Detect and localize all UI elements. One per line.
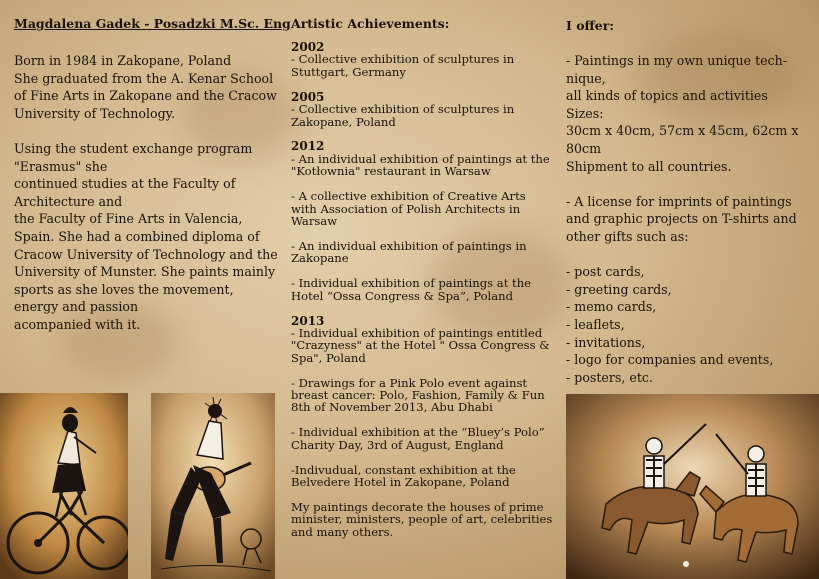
achievement-item (291, 501, 553, 538)
achievement-item (291, 277, 553, 302)
achievement-text: - A collective exhibition of Creative Arts with Association of Polish Architects in Warsaw (291, 189, 526, 228)
achievement-item (291, 240, 553, 265)
achievement-year: 2002 (291, 40, 325, 54)
achievement-item (291, 41, 553, 78)
offer-title: I offer: (566, 18, 614, 33)
polo-players-painting (566, 394, 819, 579)
cyclist-painting (0, 393, 128, 579)
offer-text: - Paintings in my own unique tech-nique, all kinds of topics and activities Sizes: 30cm x 40cm, 57cm x 45cm, 62cm x 80cm Shipment to all countries. - A license for imprints of paintings and graphic projects on T-shirts and other gifts such as: - post cards, - greeting cards, - memo cards, - leaflets, - invitations, - logo for companies and events, - posters, etc. (566, 53, 799, 385)
artist-bio-text: Born in 1984 in Zakopane, Poland She graduated from the A. Kenar School of Fine Arts in Zakopane and the Cracow University of Technology. Using the student exchange program "Erasmus" she continued studies at the Faculty of Architecture and the Faculty of Fine Arts in Valencia, Spain. She had a combined diploma of Cracow University of Technology and the University of Munster. She paints mainly sports as she loves the movement, energy and passion acompanied with it. (14, 53, 278, 332)
achievement-item (291, 140, 553, 177)
achievement-item (291, 315, 553, 365)
achievement-year: 2013 (291, 313, 325, 328)
achievements-list (291, 41, 553, 551)
achievement-text: -Indivudual, constant exhibition at the Belvedere Hotel in Zakopane, Poland (291, 462, 516, 490)
achievement-item (291, 426, 553, 451)
achievement-item (291, 377, 553, 414)
achievement-text: - An individual exhibition of paintings in Zakopane (291, 238, 527, 266)
achievement-item (291, 91, 553, 128)
achievement-text: - Drawings for a Pink Polo event against breast cancer: Polo, Fashion, Family & Fun 8th of November 2013, Abu Dhabi (291, 375, 545, 415)
achievement-year: 2012 (291, 139, 325, 154)
artist-name-title: Magdalena Gadek - Posadzki M.Sc. Eng (14, 16, 291, 31)
achievement-item (291, 464, 553, 489)
achievement-text: - Collective exhibition of sculptures in Stuttgart, Germany (291, 52, 515, 79)
achievements-title: Artistic Achievements: (291, 16, 450, 31)
achievement-text: My paintings decorate the houses of prime minister, ministers, people of art, celebrities and many others. (291, 499, 553, 539)
achievement-item (291, 190, 553, 227)
achievement-text: - Individual exhibition of paintings at the Hotel “Ossa Congress & Spa”, Poland (291, 276, 532, 303)
achievement-text: - Collective exhibition of sculptures in Zakopane, Poland (291, 102, 515, 129)
achievement-text: - Individual exhibition of paintings entitled "Crazyness" at the Hotel " Ossa Congress & Spa", Poland (291, 325, 550, 365)
guitarist-painting (151, 393, 275, 579)
achievement-text: - An individual exhibition of paintings at the "Kotłownia" restaurant in Warsaw (291, 151, 550, 179)
achievement-text: - Individual exhibition at the “Bluey’s Polo” Charity Day, 3rd of August, England (291, 425, 545, 452)
achievement-year: 2005 (291, 89, 325, 104)
